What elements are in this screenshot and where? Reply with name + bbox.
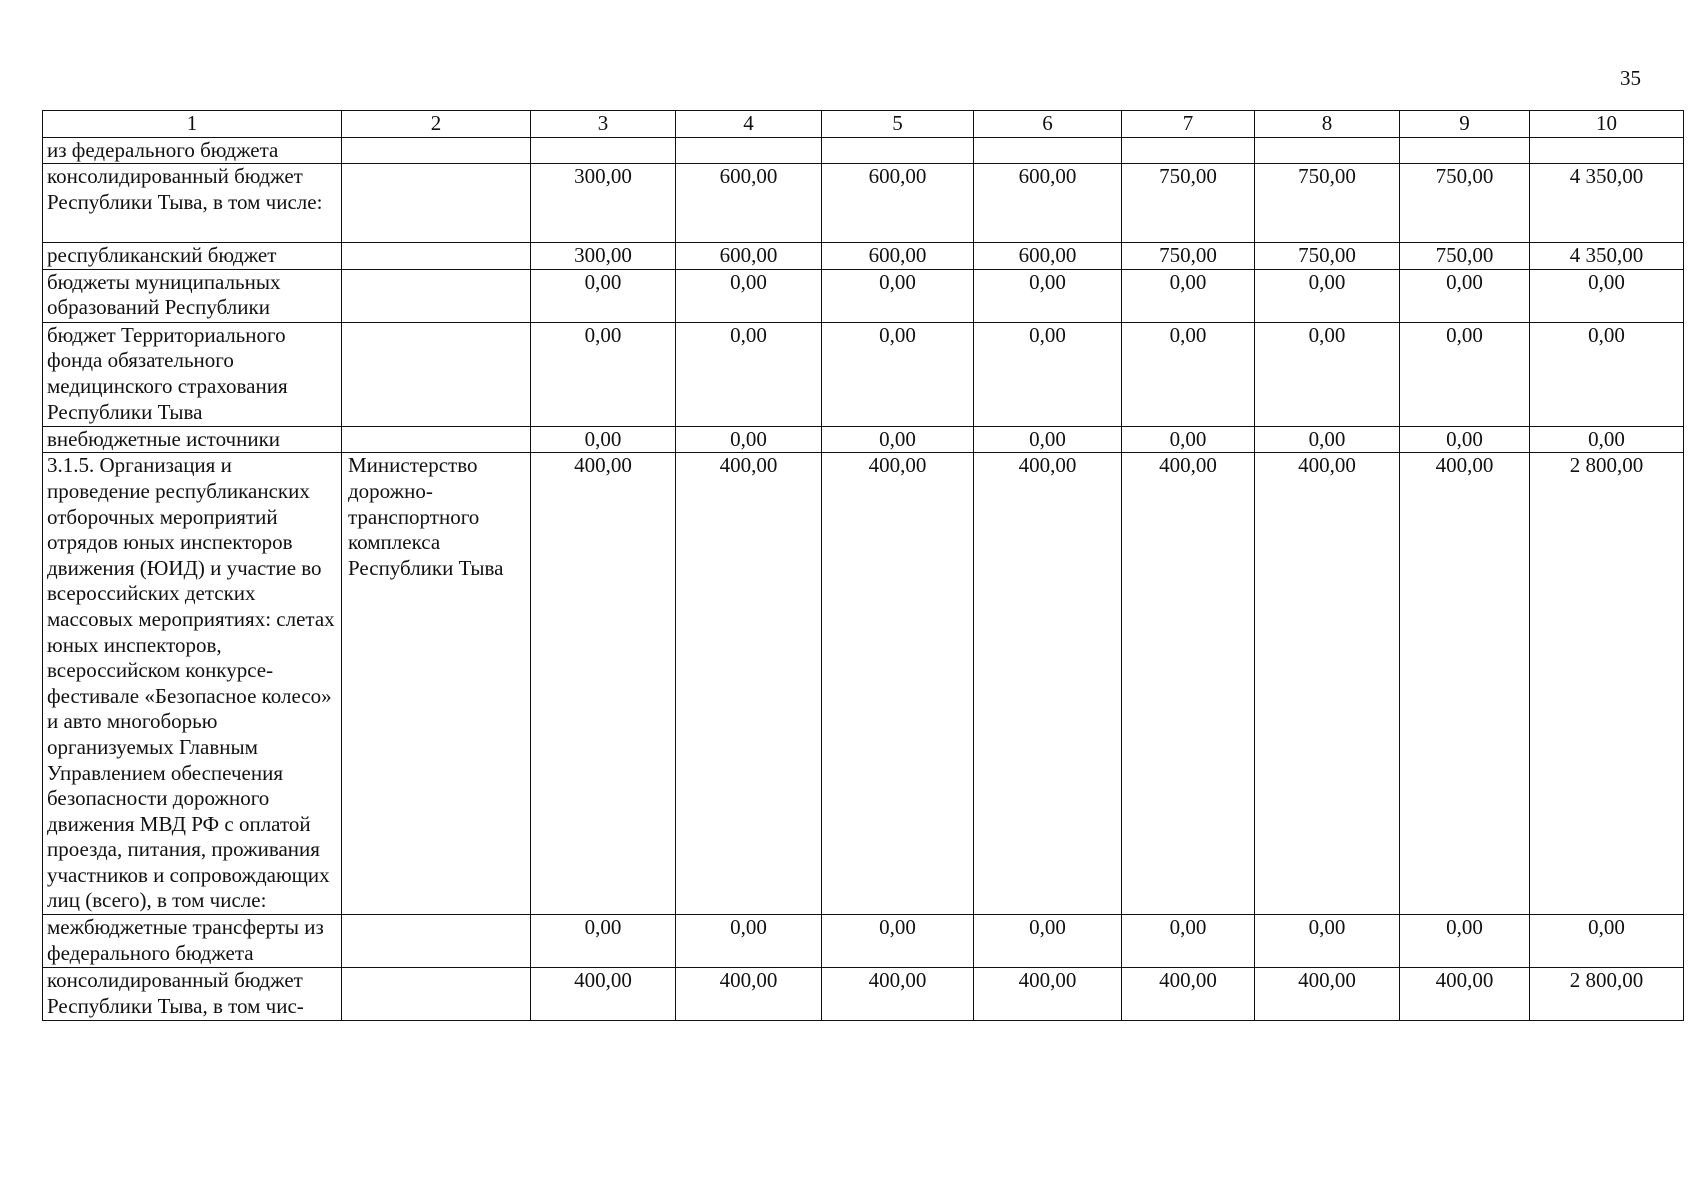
- value-cell: 400,00: [974, 453, 1122, 915]
- value-cell: 400,00: [974, 968, 1122, 1020]
- value-cell: 0,00: [1400, 426, 1530, 453]
- column-number: 5: [822, 111, 974, 138]
- row-label: 3.1.5. Организация и проведение республиканских отборочных мероприятий отрядов юных инспекторов движения (ЮИД) и участие во всероссийских детских массовых мероприятиях: слетах юных инспекторов, всероссийском конкурсе-фестивале «Безопасное колесо» и авто многоборью организуемых Главным Управлением обеспечения безопасности дорожного движения МВД РФ с оплатой проезда, питания, проживания участников и сопровождающих лиц (всего), в том числе:: [43, 453, 342, 915]
- column-number: 1: [43, 111, 342, 138]
- value-cell: 0,00: [1400, 915, 1530, 968]
- value-cell: 750,00: [1400, 164, 1530, 243]
- value-cell: 300,00: [531, 164, 676, 243]
- value-cell: 0,00: [822, 915, 974, 968]
- value-cell: 0,00: [1400, 322, 1530, 426]
- responsible-cell: Министерство дорожно-транспортного комплекса Республики Тыва: [342, 453, 531, 915]
- value-cell: 0,00: [974, 426, 1122, 453]
- value-cell: 400,00: [822, 968, 974, 1020]
- value-cell: 750,00: [1255, 243, 1400, 270]
- value-cell: 0,00: [1530, 322, 1684, 426]
- column-number: 4: [676, 111, 822, 138]
- value-cell: 750,00: [1255, 164, 1400, 243]
- row-label: консолидированный бюджет Республики Тыва, в том чис-: [43, 968, 342, 1020]
- value-cell: 600,00: [676, 243, 822, 270]
- row-label: бюджеты муниципальных образований Республики: [43, 269, 342, 322]
- value-cell: 750,00: [1122, 243, 1255, 270]
- value-cell: 400,00: [676, 453, 822, 915]
- value-cell: 400,00: [1122, 453, 1255, 915]
- responsible-cell: [342, 269, 531, 322]
- value-cell: 400,00: [822, 453, 974, 915]
- value-cell: [531, 137, 676, 164]
- page-number: 35: [1620, 66, 1641, 90]
- value-cell: 0,00: [1530, 269, 1684, 322]
- responsible-cell: [342, 322, 531, 426]
- column-number: 7: [1122, 111, 1255, 138]
- value-cell: 2 800,00: [1530, 968, 1684, 1020]
- row-label: республиканский бюджет: [43, 243, 342, 270]
- table-row: [43, 968, 1684, 1020]
- table-row: [43, 453, 1684, 915]
- responsible-cell: [342, 968, 531, 1020]
- table-row: [43, 915, 1684, 968]
- value-cell: 0,00: [974, 915, 1122, 968]
- value-cell: 600,00: [974, 164, 1122, 243]
- value-cell: [676, 137, 822, 164]
- value-cell: 2 800,00: [1530, 453, 1684, 915]
- value-cell: 0,00: [1255, 426, 1400, 453]
- responsible-cell: [342, 137, 531, 164]
- table-row: [43, 243, 1684, 270]
- value-cell: 0,00: [822, 426, 974, 453]
- column-number: 10: [1530, 111, 1684, 138]
- budget-table: [42, 110, 1684, 1021]
- value-cell: 0,00: [822, 322, 974, 426]
- value-cell: 600,00: [822, 164, 974, 243]
- value-cell: 0,00: [531, 915, 676, 968]
- value-cell: 0,00: [1255, 915, 1400, 968]
- column-number: 6: [974, 111, 1122, 138]
- table-row: [43, 164, 1684, 243]
- value-cell: 0,00: [531, 269, 676, 322]
- value-cell: [1122, 137, 1255, 164]
- row-label: межбюджетные трансферты из федерального бюджета: [43, 915, 342, 968]
- responsible-cell: [342, 243, 531, 270]
- table-row: [43, 322, 1684, 426]
- value-cell: 0,00: [1122, 322, 1255, 426]
- value-cell: 0,00: [1255, 322, 1400, 426]
- value-cell: 0,00: [1530, 915, 1684, 968]
- table-header-row: [43, 111, 1684, 138]
- value-cell: 400,00: [1255, 453, 1400, 915]
- table-row: [43, 269, 1684, 322]
- value-cell: [1255, 137, 1400, 164]
- value-cell: 0,00: [676, 426, 822, 453]
- value-cell: 4 350,00: [1530, 164, 1684, 243]
- value-cell: [822, 137, 974, 164]
- column-number: 3: [531, 111, 676, 138]
- value-cell: 400,00: [1255, 968, 1400, 1020]
- value-cell: 600,00: [676, 164, 822, 243]
- row-label: из федерального бюджета: [43, 137, 342, 164]
- value-cell: 0,00: [822, 269, 974, 322]
- value-cell: [974, 137, 1122, 164]
- value-cell: 0,00: [531, 426, 676, 453]
- value-cell: 0,00: [1122, 915, 1255, 968]
- value-cell: 0,00: [974, 322, 1122, 426]
- row-label: бюджет Территориального фонда обязательного медицинского страхования Республики Тыва: [43, 322, 342, 426]
- value-cell: 0,00: [676, 915, 822, 968]
- value-cell: 0,00: [1122, 426, 1255, 453]
- value-cell: 400,00: [676, 968, 822, 1020]
- value-cell: 0,00: [1255, 269, 1400, 322]
- value-cell: 400,00: [1122, 968, 1255, 1020]
- value-cell: 0,00: [531, 322, 676, 426]
- value-cell: [1400, 137, 1530, 164]
- value-cell: 0,00: [676, 322, 822, 426]
- responsible-cell: [342, 915, 531, 968]
- row-label: внебюджетные источники: [43, 426, 342, 453]
- value-cell: 0,00: [1400, 269, 1530, 322]
- value-cell: 300,00: [531, 243, 676, 270]
- value-cell: 600,00: [822, 243, 974, 270]
- responsible-cell: [342, 426, 531, 453]
- value-cell: 750,00: [1400, 243, 1530, 270]
- value-cell: 0,00: [1122, 269, 1255, 322]
- column-number: 9: [1400, 111, 1530, 138]
- value-cell: 400,00: [1400, 453, 1530, 915]
- value-cell: [1530, 137, 1684, 164]
- table-row: [43, 426, 1684, 453]
- responsible-cell: [342, 164, 531, 243]
- row-label: консолидированный бюджет Республики Тыва, в том числе:: [43, 164, 342, 243]
- value-cell: 750,00: [1122, 164, 1255, 243]
- column-number: 8: [1255, 111, 1400, 138]
- value-cell: 400,00: [531, 968, 676, 1020]
- value-cell: 400,00: [1400, 968, 1530, 1020]
- value-cell: 600,00: [974, 243, 1122, 270]
- value-cell: 0,00: [1530, 426, 1684, 453]
- value-cell: 0,00: [676, 269, 822, 322]
- column-number: 2: [342, 111, 531, 138]
- value-cell: 4 350,00: [1530, 243, 1684, 270]
- value-cell: 400,00: [531, 453, 676, 915]
- value-cell: 0,00: [974, 269, 1122, 322]
- table-row: [43, 137, 1684, 164]
